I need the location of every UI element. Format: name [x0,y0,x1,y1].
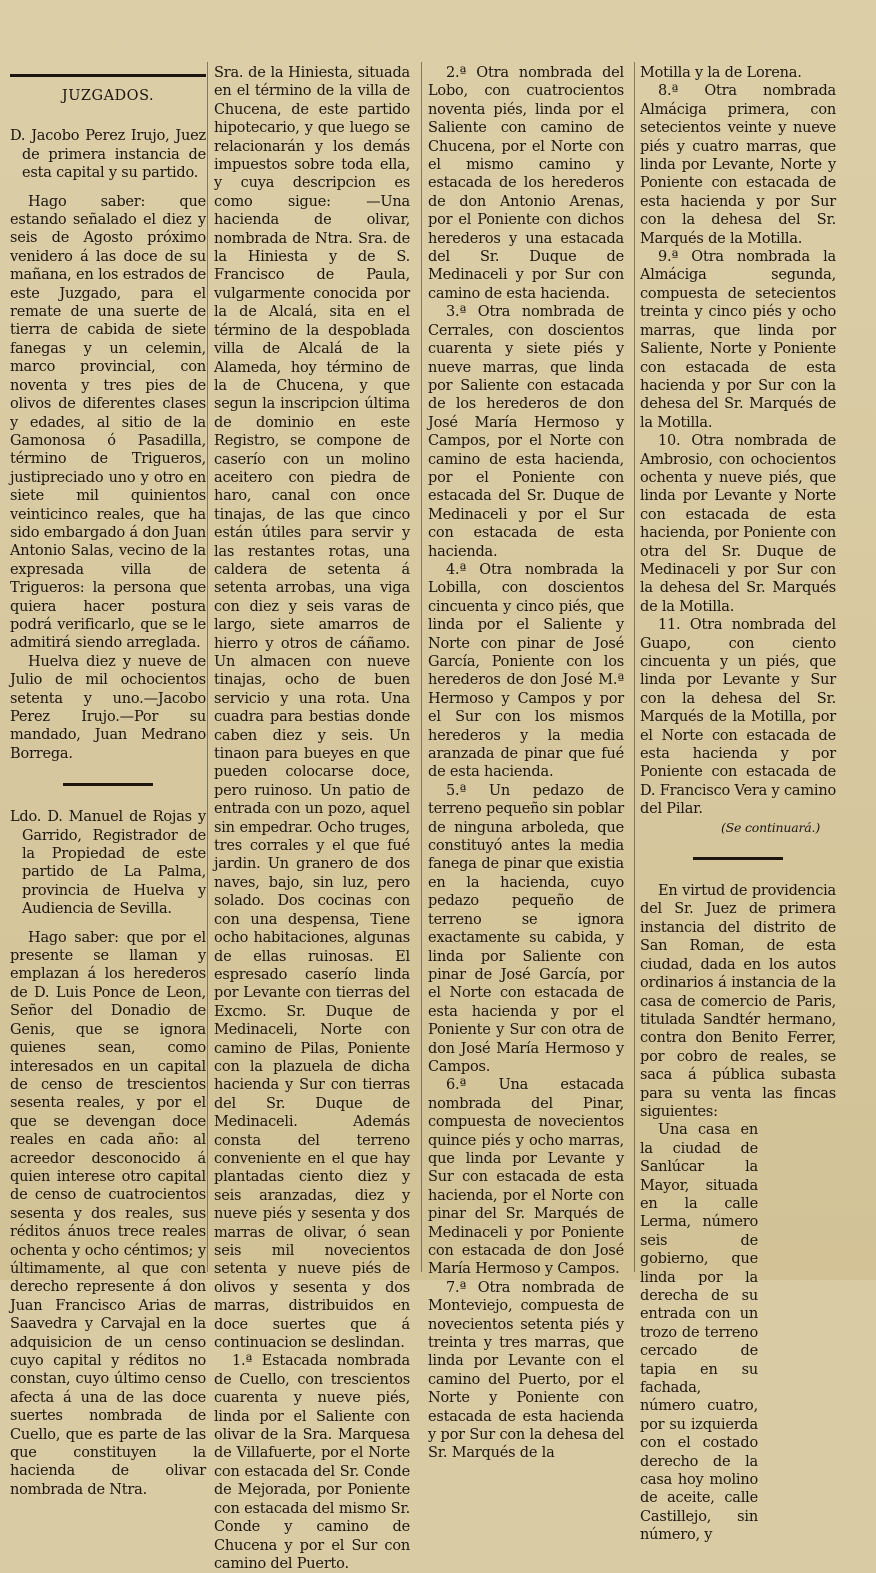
column-4 [640,64,836,1545]
section-heading: JUZGADOS. [61,88,155,104]
paragraph: 7.ª Otra nombrada de Monteviejo, compuesta de novecientos setenta piés y treinta y tres marras, que linda por Levante con el camino del Puerto, por el Norte y Poniente con estacada de esta hacienda y por Sur con la dehesa del Sr. Marqués de la [428,1279,624,1462]
continuation-note: (Se continuará.) [720,819,820,835]
notice-body: Hago saber: que estando señalado el diez y seis de Agosto próximo venidero á las doce de su mañana, en los estrados de este Juzgado, para el remate de una suerte de tierra de cabida de siete fanegas y un celemin, marco provincial, con noventa y tres pies de olivos de diferentes clases y edades, al sitio de la Gamonosa ó Pasadilla, término de Trigueros, justipreciado uno y otro en siete mil quinientos veinticinco reales, que ha sido embargado á don Juan Antonio Salas, vecino de la expresada villa de Trigueros: la persona que quiera hacer postura podrá verificarlo, que se le admitirá siendo arreglada. [10,193,206,652]
paragraph: Motilla y la de Lorena. [640,65,802,81]
paragraph: Sra. de la Hiniesta, situada en el término de la villa de Chucena, de este partido hipotecario, y que luego se relacionarán y los demás impuestos sobre toda ella, y cuya descripcion es como sigue: —Una hacienda de olivar, nombrada de Ntra. Sra. de la Hiniesta y de S. Francisco de Paula, vulgarmente conocida por la de Alcalá, sita en el término de la despoblada villa de Alcalá de la Alameda, hoy término de la de Chucena, y que segun la inscripcion última de dominio en este Registro, se compone de caserío con un molino aceitero con piedra de haro, canal con once tinajas, de las que cinco están útiles para servir y las restantes rotas, una caldera de setenta á setenta arrobas, una viga con diez y seis varas de largo, siete amarros de hierro y otros de cáñamo. Un almacen con nueve tinajas, ocho de buen servicio y una rota. Una cuadra para bestias donde caben diez y seis. Un tinaon para bueyes en que pueden colocarse doce, pero ruinoso. Un patio de entrada con un pozo, aquel sin empedrar. Ocho truges, tres corrales y el que fué jardin. Un granero de dos naves, bajo, sin luz, pero solado. Dos cocinas con con una despensa, Tiene ocho habitaciones, algunas de ellas ruinosas. El espresado caserío linda por Levante con tierras del Excmo. Sr. Duque de Medinaceli, Norte con camino de Pilas, Poniente con la plazuela de dicha hacienda y Sur con tierras del Sr. Duque de Medinaceli. Además consta del terreno conveniente en el que hay plantadas ciento diez y seis aranzadas, diez y nueve piés y sesenta y dos marras de olivar, ó sean seis mil novecientos setenta y nueve piés de olivos y sesenta y dos marras, distribuidos en doce suertes que á continuacion se deslindan. [214,65,410,1352]
notice-title: Ldo. D. Manuel de Rojas y Garrido, Registrador de la Propiedad de este partido de La Palma, provincia de Huelva y Audiencia de Sevilla. [10,809,206,918]
paragraph: 5.ª Un pedazo de terreno pequeño sin poblar de ninguna arboleda, que constituyó antes la media fanega de pinar que existia en la hacienda, cuyo pedazo pequeño de terreno se ignora exactamente su cabida, y linda por Saliente con pinar de José García, por el Norte con estacada de esta hacienda y por el Poniente y Sur con otra de don José María Hermoso y Campos. [428,782,624,1075]
notice-body: Hago saber: que por el presente se llaman y emplazan á los herederos de D. Luis Ponce de Leon, Señor del Donadio de Genis, que se ignora quienes sean, como interesados en un capital de censo de trescientos sesenta reales, y por el que se devengan doce reales en cada año: al acreedor desconocido á quien interese otro capital de censo de cuatrocientos sesenta y dos reales, sus réditos ánuos trece reales ochenta y ocho céntimos; y últimamente, al que con derecho represente á don Juan Francisco Arias de Saavedra y Carvajal en la adquisicion de un censo cuyo capital y réditos no constan, cuyo último censo afecta á una de las doce suertes nombrada de Cuello, que es parte de las que constituyen la hacienda de olivar nombrada de Ntra. [10,929,206,1498]
column-divider [421,62,422,1272]
paragraph: 9.ª Otra nombrada la Almáciga segunda, compuesta de setecientos treinta y cinco piés y ocho marras, que linda por Saliente, Norte y Poniente con estacada de esta hacienda y por Sur con la dehesa del Sr. Marqués de la Motilla. [640,249,836,431]
notice-signature: Huelva diez y nueve de Julio de mil ochocientos setenta y uno.—Jacobo Perez Irujo.—Por su mandado, Juan Medrano Borrega. [10,653,206,762]
paragraph: 11. Otra nombrada del Guapo, con ciento cincuenta y un piés, que linda por Levante y Sur con la dehesa del Sr. Marqués de la Motilla, por el Norte con estacada de esta hacienda y por Poniente con estacada de D. Francisco Vera y camino del Pilar. [640,617,836,818]
separator-rule [693,857,783,860]
separator-rule [63,783,153,786]
notice-title: D. Jacobo Perez Irujo, Juez de primera instancia de esta capital y su partido. [10,128,206,182]
paragraph: 2.ª Otra nombrada del Lobo, con cuatrocientos noventa piés, linda por el Saliente con camino de Chucena, por el Norte con el mismo camino y estacada de los herederos de don Antonio Arenas, por el Poniente con dichos herederos y una estacada del Sr. Duque de Medinaceli y por Sur con camino de esta hacienda. [428,65,624,302]
paragraph: 10. Otra nombrada de Ambrosio, con ochocientos ochenta y nueve piés, que linda por Levante y Norte con estacada de esta hacienda, por Poniente con otra del Sr. Duque de Medinaceli y por Sur con la dehesa del Sr. Marqués de la Motilla. [640,433,836,615]
column-2 [214,64,410,1573]
column-3 [428,64,624,1463]
column-divider [634,62,635,1272]
column-1 [10,64,206,1499]
paragraph: 1.ª Estacada nombrada de Cuello, con trescientos cuarenta y nueve piés, linda por el Saliente con olivar de la Sra. Marquesa de Villafuerte, por el Norte con estacada del Sr. Conde de Mejorada, por Poniente con estacada del mismo Sr. Conde y camino de Chucena y por el Sur con camino del Puerto. [214,1353,410,1572]
top-rule [10,74,206,77]
paragraph: 4.ª Otra nombrada la Lobilla, con doscientos cincuenta y cinco piés, que linda por el Saliente y Norte con pinar de José García, Poniente con los herederos de don José M.ª Hermoso y Campos y por el Sur con los mismos herederos y la media aranzada de pinar que fué de esta hacienda. [428,561,624,781]
paragraph: 3.ª Otra nombrada de Cerrales, con doscientos cuarenta y siete piés y nueve marras, que linda por Saliente con estacada de los herederos de don José María Hermoso y Campos, por el Norte con camino de esta hacienda, por el Poniente con estacada del Sr. Duque de Medinaceli y por el Sur con estacada de esta hacienda. [428,304,624,560]
paragraph: Una casa en la ciudad de Sanlúcar la Mayor, situada en la calle Lerma, número seis de gobierno, que linda por la derecha de su entrada con un trozo de terreno cercado de tapia en su fachada, número cuatro, por su izquierda con el costado derecho de la casa hoy molino de aceite, calle Castillejo, sin número, y [640,1122,758,1544]
paragraph: 8.ª Otra nombrada Almáciga primera, con setecientos veinte y nueve piés y cuatro marras, que linda por Levante, Norte y Poniente con estacada de esta hacienda y por Sur con la dehesa del Sr. Marqués de la Motilla. [640,83,836,247]
paragraph: En virtud de providencia del Sr. Juez de primera instancia del distrito de San Roman, de esta ciudad, dada en los autos ordinarios á instancia de la casa de comercio de Paris, titulada Sandtér hermano, contra don Benito Ferrer, por cobro de reales, se saca á pública subasta para su venta las fincas siguientes: [640,883,836,1120]
paragraph: 6.ª Una estacada nombrada del Pinar, compuesta de novecientos quince piés y ocho marras, que linda por Levante y Sur con estacada de esta hacienda, por el Norte con pinar del Sr. Marqués de Medinaceli y por Poniente con estacada de don José María Hermoso y Campos. [428,1077,624,1278]
column-divider [207,62,208,1272]
